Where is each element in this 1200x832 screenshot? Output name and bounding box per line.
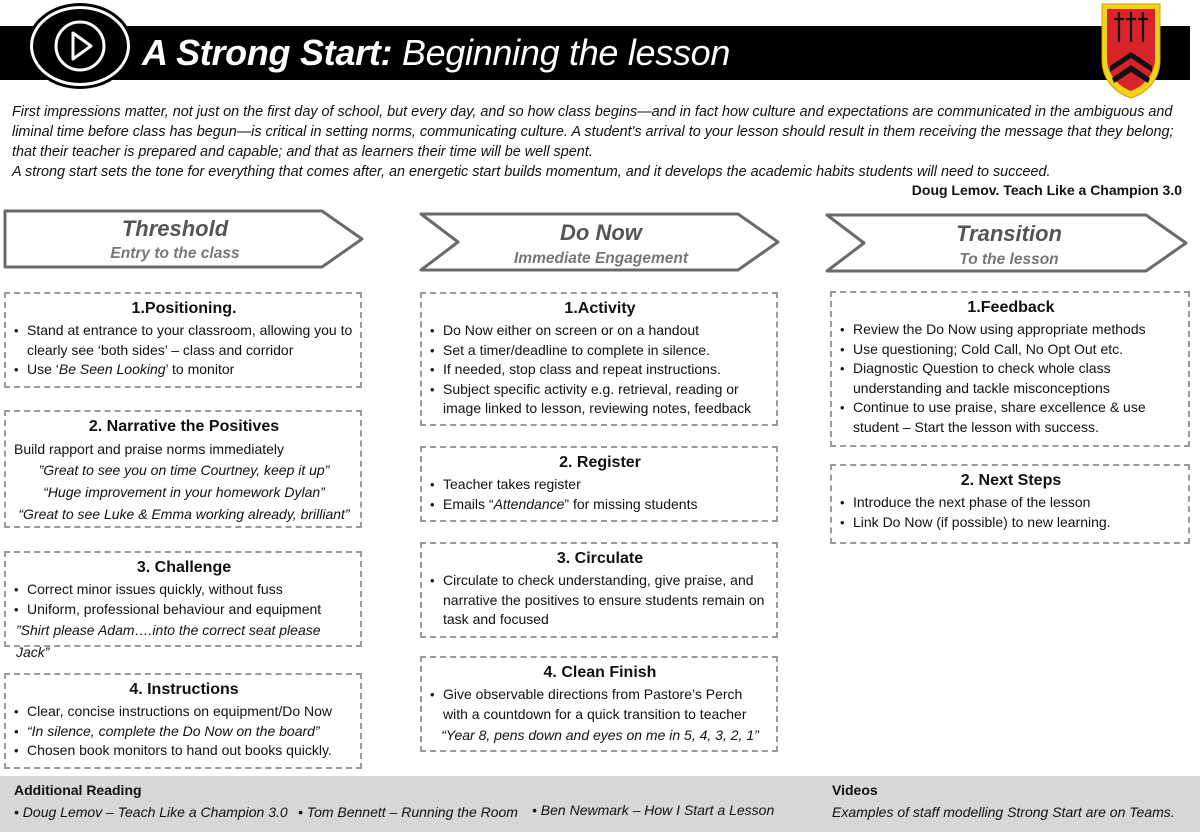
list-item: • Set a timer/deadline to complete in silence.: [430, 341, 770, 361]
page-title: [142, 32, 730, 74]
box-title: 1.Activity: [564, 300, 636, 317]
list-item: • Use questioning; Cold Call, No Opt Out etc.: [840, 340, 1182, 360]
box-title: 2. Narrative the Positives: [88, 418, 280, 435]
reading-item: • Ben Newmark – How I Start a Lesson: [532, 802, 775, 818]
play-icon: [30, 6, 130, 86]
list-item: • Correct minor issues quickly, without fuss: [14, 580, 354, 600]
list-item: • Continue to use praise, share excellence & use student – Start the lesson with success.: [840, 398, 1182, 437]
quote: ”Shirt please Adam….into the correct seat please Jack”: [16, 622, 321, 660]
intro-text: [12, 102, 1192, 182]
do-now-title: Do Now: [560, 220, 642, 245]
box-next-steps: [830, 464, 1190, 544]
list-item: • Emails “Attendance” for missing students: [430, 495, 770, 515]
threshold-subtitle: Entry to the class: [110, 245, 240, 262]
page-title-rest: Beginning the lesson: [392, 32, 731, 73]
quote: “Great to see Luke & Emma working already, brilliant”: [18, 506, 350, 522]
box-register: [420, 446, 778, 522]
box-title: 2. Register: [559, 454, 641, 471]
videos-text: Examples of staff modelling Strong Start are on Teams.: [832, 804, 1175, 820]
list-item: • Use ‘Be Seen Looking’ to monitor: [14, 360, 354, 380]
additional-reading-heading: Additional Reading: [14, 782, 142, 798]
box-circulate: [420, 542, 778, 638]
intro-paragraph: First impressions matter, not just on the first day of school, but every day, and so how class begins—and in fact how culture and expectations are communicated in the ambiguous and liminal time before class has begun—is critical in setting norms, communicating culture. A student's arrival to your lesson should result in them receiving the message that they belong; that their teacher is prepared and capable; and that as learners their time will be well spent.: [12, 104, 1174, 160]
videos-heading: Videos: [832, 782, 878, 798]
do-now-subtitle: Immediate Engagement: [514, 250, 688, 267]
box-title: 4. Clean Finish: [543, 664, 657, 681]
school-crest-logo: [1100, 2, 1162, 100]
box-title: 4. Instructions: [129, 681, 239, 698]
transition-subtitle: To the lesson: [959, 251, 1059, 268]
list-item: • Introduce the next phase of the lesson: [840, 493, 1182, 513]
quote: ”Great to see you on time Courtney, keep it up”: [38, 462, 330, 478]
box-activity: [420, 292, 778, 426]
box-instructions: [4, 673, 362, 769]
box-title: 3. Circulate: [556, 550, 644, 567]
quote: “Year 8, pens down and eyes on me in 5, 4, 3, 2, 1”: [441, 727, 759, 743]
box-title: 1.Positioning.: [131, 300, 237, 317]
list-item: • Diagnostic Question to check whole class understanding and tackle misconceptions: [840, 359, 1182, 398]
list-item: • Chosen book monitors to hand out books quickly.: [14, 741, 354, 761]
box-challenge: [4, 551, 362, 660]
list-item: • Subject specific activity e.g. retrieval, reading or image linked to lesson, reviewing notes, feedback: [430, 380, 770, 419]
list-item: • Teacher takes register: [430, 475, 770, 495]
box-title: 1.Feedback: [967, 299, 1055, 316]
chevron-do-now: [418, 210, 784, 274]
box-title: 2. Next Steps: [960, 472, 1062, 489]
chevron-threshold: [2, 207, 368, 271]
list-item: • If needed, stop class and repeat instructions.: [430, 360, 770, 380]
reading-item: • Doug Lemov – Teach Like a Champion 3.0: [14, 804, 288, 820]
list-item: • Stand at entrance to your classroom, allowing you to clearly see ‘both sides’ – class and corridor: [14, 321, 354, 360]
plain-text: Build rapport and praise norms immediately: [14, 441, 285, 457]
box-title: 3. Challenge: [136, 559, 232, 576]
box-clean-finish: [420, 656, 778, 752]
citation: Doug Lemov. Teach Like a Champion 3.0: [911, 182, 1182, 198]
reading-item: • Tom Bennett – Running the Room: [298, 804, 518, 820]
footer: [0, 776, 1200, 832]
list-item: • Give observable directions from Pastore’s Perch with a countdown for a quick transition to teacher: [430, 685, 770, 724]
box-feedback: [830, 291, 1190, 447]
page-title-bold: A Strong Start:: [142, 32, 393, 73]
list-item: • Link Do Now (if possible) to new learning.: [840, 513, 1182, 533]
intro-paragraph-2: A strong start sets the tone for everything that comes after, an energetic start builds momentum, and it develops the academic habits students will need to succeed.: [12, 164, 1051, 180]
threshold-title: Threshold: [121, 216, 229, 241]
chevron-transition: [824, 211, 1194, 275]
transition-title: Transition: [956, 221, 1062, 246]
list-item: • “In silence, complete the Do Now on the board”: [14, 722, 354, 742]
list-item: • Uniform, professional behaviour and equipment: [14, 600, 354, 620]
list-item: • Review the Do Now using appropriate methods: [840, 320, 1182, 340]
list-item: • Circulate to check understanding, give praise, and narrative the positives to ensure students remain on task and focused: [430, 571, 770, 630]
box-narrative-positives: [4, 410, 362, 528]
box-positioning: [4, 292, 362, 388]
list-item: • Do Now either on screen or on a handout: [430, 321, 770, 341]
quote: “Huge improvement in your homework Dylan”: [43, 484, 325, 500]
list-item: • Clear, concise instructions on equipment/Do Now: [14, 702, 354, 722]
